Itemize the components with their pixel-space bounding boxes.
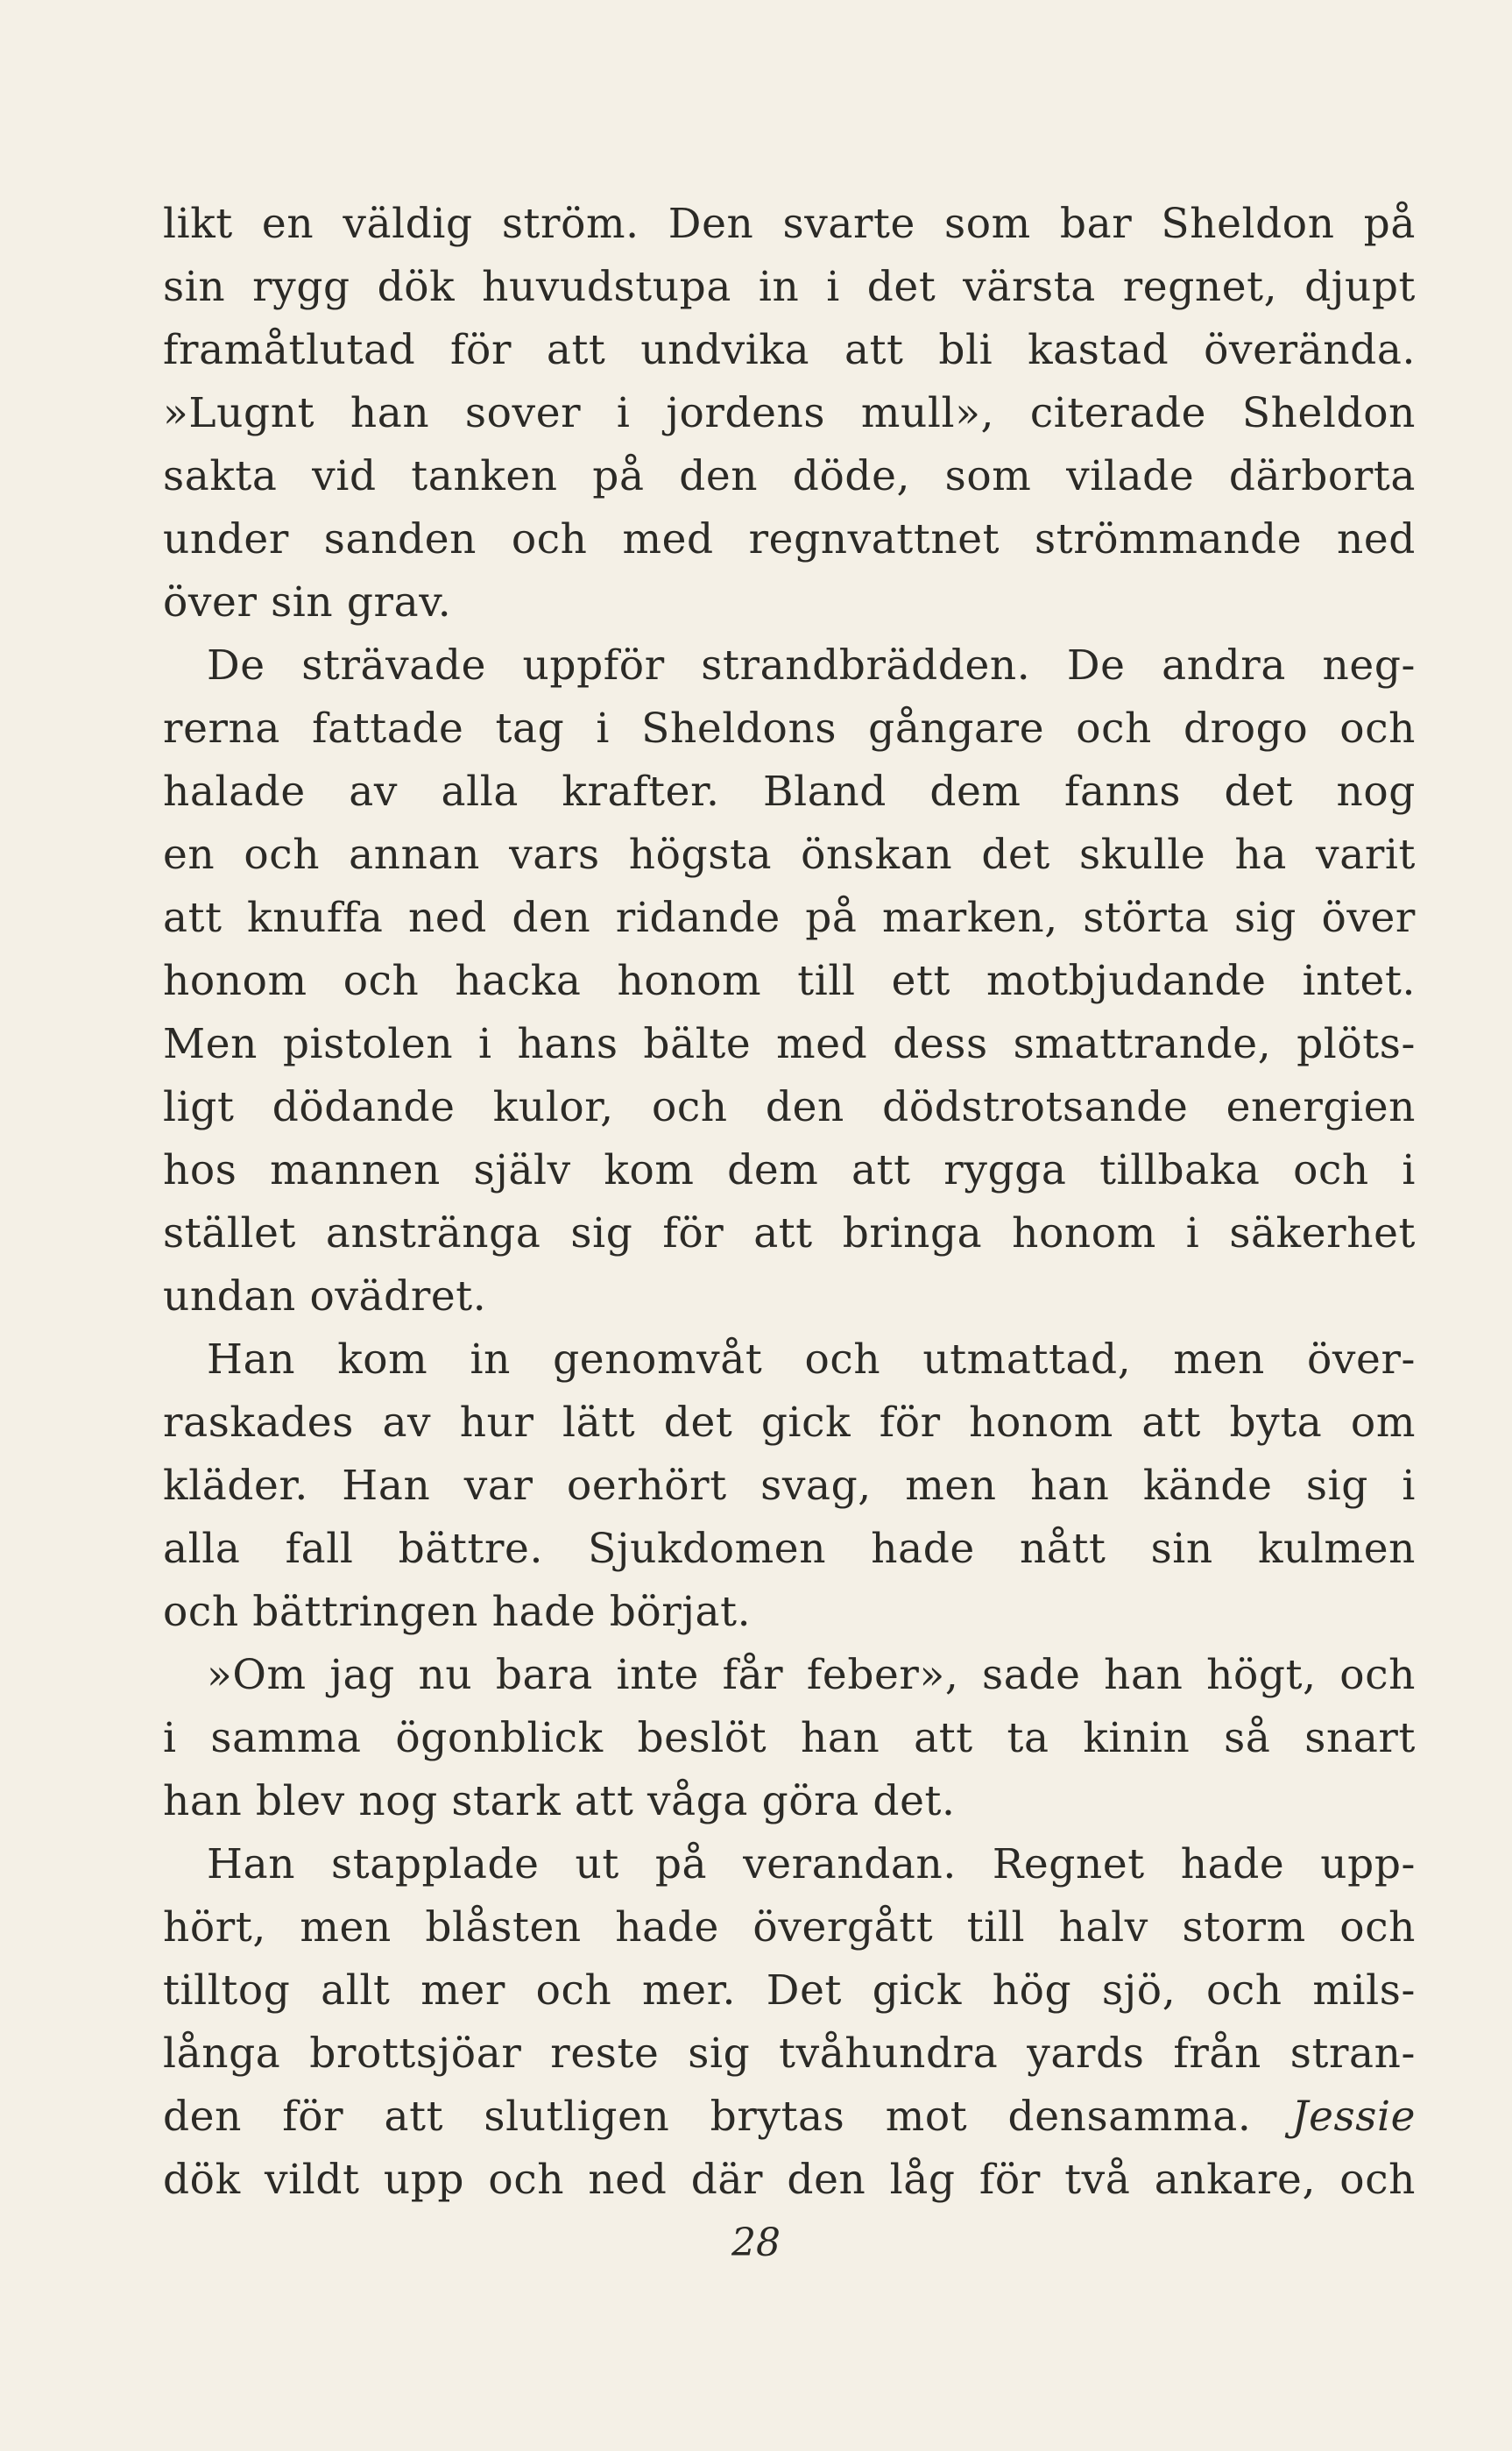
text-line (163, 1770, 1416, 1833)
text-segment: halade av alla krafter. Bland dem fanns det nog (163, 768, 1416, 816)
text-line (163, 887, 1416, 950)
text-segment: likt en väldig ström. Den svarte som bar Sheldon på (163, 200, 1416, 248)
text-line (163, 571, 1416, 634)
text-segment: dök vildt upp och ned där den låg för två ankare, och (163, 2156, 1416, 2204)
text-line (163, 950, 1416, 1013)
text-segment: tilltog allt mer och mer. Det gick hög sjö, och mils- (163, 1966, 1416, 2015)
text-line (163, 1581, 1416, 1644)
text-segment: sin rygg dök huvudstupa in i det värsta regnet, djupt (163, 263, 1416, 311)
text-line (163, 1833, 1416, 1896)
body-text (163, 193, 1416, 2212)
text-segment: Han kom in genomvåt och utmattad, men över- (207, 1335, 1416, 1384)
text-segment: och bättringen hade börjat. (163, 1588, 752, 1636)
text-line (163, 2149, 1416, 2212)
text-line (163, 319, 1416, 382)
text-line (163, 1328, 1416, 1392)
text-segment: raskades av hur lätt det gick för honom att byta om (163, 1399, 1416, 1447)
text-line (163, 1959, 1416, 2022)
text-segment: kläder. Han var oerhört svag, men han kände sig i (163, 1462, 1416, 1510)
text-line (163, 698, 1416, 761)
text-segment: i samma ögonblick beslöt han att ta kinin så snart (163, 1714, 1416, 1762)
text-segment: De strävade uppför strandbrädden. De andra neg- (207, 641, 1416, 690)
text-line (163, 1139, 1416, 1202)
italic-text: Jessie (1291, 2093, 1416, 2141)
page-number: 28 (731, 2221, 781, 2265)
text-line (163, 1265, 1416, 1328)
text-segment: hört, men blåsten hade övergått till halv storm och (163, 1903, 1416, 1952)
text-line (163, 256, 1416, 319)
text-line (163, 445, 1416, 508)
text-segment: Men pistolen i hans bälte med dess smattrande, plöts- (163, 1020, 1416, 1068)
text-line (163, 1202, 1416, 1265)
text-segment: långa brottsjöar reste sig tvåhundra yards från stran- (163, 2030, 1416, 2078)
text-segment: ligt dödande kulor, och den dödstrotsande energien (163, 1083, 1416, 1131)
text-segment: »Om jag nu bara inte får feber», sade han högt, och (207, 1651, 1416, 1699)
text-line (163, 1644, 1416, 1707)
text-line (163, 824, 1416, 887)
text-line (163, 1013, 1416, 1076)
text-line (163, 1455, 1416, 1518)
text-segment: sakta vid tanken på den döde, som vilade därborta (163, 452, 1416, 500)
text-segment: under sanden och med regnvattnet strömmande ned (163, 515, 1416, 563)
text-line (163, 1707, 1416, 1770)
text-segment: rerna fattade tag i Sheldons gångare och drogo och (163, 705, 1416, 753)
text-line (163, 508, 1416, 571)
text-segment: över sin grav. (163, 578, 452, 627)
text-segment: alla fall bättre. Sjukdomen hade nått sin kulmen (163, 1525, 1416, 1573)
text-line (163, 2022, 1416, 2086)
text-segment: en och annan vars högsta önskan det skulle ha varit (163, 831, 1416, 879)
text-segment: undan ovädret. (163, 1272, 487, 1321)
text-line (163, 1076, 1416, 1139)
text-segment: hos mannen själv kom dem att rygga tillbaka och i (163, 1146, 1416, 1194)
text-line (163, 2086, 1416, 2149)
text-segment: att knuffa ned den ridande på marken, störta sig över (163, 894, 1416, 942)
text-line (163, 193, 1416, 256)
text-line (163, 761, 1416, 824)
text-line (163, 1896, 1416, 1959)
text-segment: honom och hacka honom till ett motbjudande intet. (163, 957, 1416, 1005)
text-segment: han blev nog stark att våga göra det. (163, 1777, 956, 1825)
text-line (163, 1392, 1416, 1455)
text-line (163, 382, 1416, 445)
text-segment: stället anstränga sig för att bringa honom i säkerhet (163, 1209, 1416, 1257)
text-segment: Han stapplade ut på verandan. Regnet hade upp- (207, 1840, 1416, 1888)
text-segment: »Lugnt han sover i jordens mull», citerade Sheldon (163, 389, 1416, 437)
text-line (163, 634, 1416, 698)
text-line (163, 1518, 1416, 1581)
text-segment: framåtlutad för att undvika att bli kastad överända. (163, 326, 1416, 374)
text-segment: den för att slutligen brytas mot densamma. (163, 2093, 1292, 2141)
